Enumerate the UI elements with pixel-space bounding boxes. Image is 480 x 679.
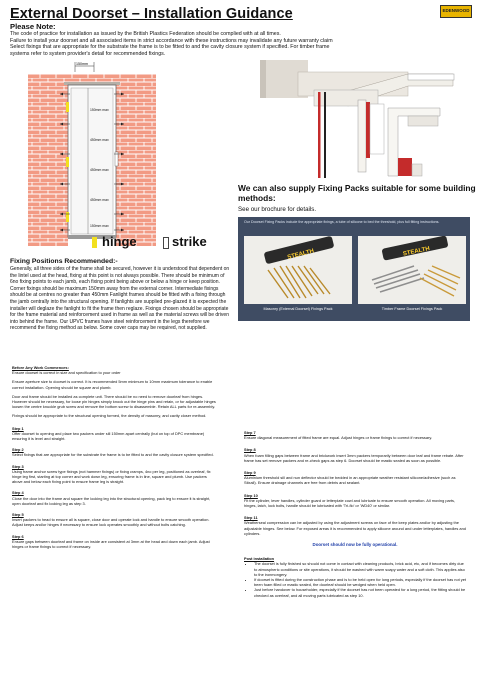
step-text: Ensure doorset is correct in size and specification to your order bbox=[12, 370, 121, 376]
packs-subheading: See our brochure for details. bbox=[238, 206, 317, 213]
right-steps-column bbox=[244, 430, 466, 598]
note-line: The code of practice for installation as issued by the British Plastics Federation should be complied with at all times. bbox=[10, 31, 281, 37]
step-heading: Step 9 bbox=[244, 470, 256, 476]
step-heading: Step 2 bbox=[12, 447, 24, 453]
step-heading: Step 3 bbox=[12, 463, 24, 469]
step-text: When foam filling gaps between frame and brickwork insert 3mm packers temporarily between door leaf and frame rebate. After frame has set remove packers and re-check gaps as step 6. Doorset should be mastic sealed as soon as possible. bbox=[244, 452, 464, 463]
dim-label: 450mm max bbox=[90, 168, 109, 172]
list-item: • Just before handover to householder, especially if the doorset has not been operated for a long period, the fitting should be checked as overleaf, and all moving parts lubricated as step 10. bbox=[254, 587, 466, 597]
step-heading: Step 11 bbox=[244, 515, 258, 521]
hinge-legend-swatch bbox=[92, 237, 97, 248]
brickwork-fixing-diagram bbox=[28, 62, 156, 246]
dim-label: 150mm max bbox=[90, 108, 109, 112]
list-item: • The doorset is fully finished so should not come in contact with cleaning products, brick acid, etc, and if becomes dirty due to atmospheric conditions or site operations, it should be washed with warm soapy water and a soft cloth. This applies also to the ironmongery. bbox=[254, 561, 466, 577]
step-text: Ensure aperture size to doorset is correct. It is recommended 5mm minimum to 10mm maximum tolerance to enable correct installation. Opening should be square and plumb. bbox=[12, 379, 213, 390]
step-heading: Step 6 bbox=[12, 533, 24, 539]
list-item: • If doorset is fitted during the construction phase and is to be held open for long periods, especially if the doorset has not yet been foam filled or mastic sealed, the doorleaf should be wedged when held open. bbox=[254, 577, 466, 587]
dim-label: 150mm max bbox=[90, 224, 109, 228]
brand-logo: EDENWOOD bbox=[440, 5, 472, 18]
masonry-pack-caption: Masonry (External Doorset) Fixings Pack bbox=[263, 307, 333, 311]
strike-label: strike bbox=[172, 234, 207, 249]
packs-heading: We can also supply Fixing Packs suitable for some building methods: bbox=[238, 183, 476, 203]
note-text bbox=[10, 31, 470, 57]
step-heading: Step 8 bbox=[244, 447, 256, 453]
brand-label: STEALTH bbox=[286, 248, 315, 261]
dim-label: 450mm max bbox=[90, 198, 109, 202]
step-text: Ensure gaps between doorleaf and frame on inside are consistent at 3mm at the head and down each jamb. Adjust hinges or frame fixings to correct if necessary. bbox=[12, 538, 210, 550]
step-heading: Step 4 bbox=[12, 490, 24, 496]
step-heading: Step 7 bbox=[244, 430, 256, 435]
timber-pack-image bbox=[358, 236, 466, 304]
frame-cross-section-diagram bbox=[258, 60, 470, 182]
step-heading: Step 5 bbox=[12, 512, 24, 518]
step-text: Select fixings that are appropriate for the substrate the frame is to be fitted to and the cavity closure system specified. bbox=[12, 452, 214, 458]
note-line: systems refer to system provider's detail for recommended fixings. bbox=[10, 50, 166, 57]
note-line: Failure to install your doorset and all associated items in strict accordance with these instructions may invalidate any future warranty claim bbox=[10, 37, 333, 44]
step-text: Ensure diagonal measurement of fitted frame are equal. Adjust hinges or frame fixings to correct if necessary. bbox=[244, 435, 433, 441]
step-text: Using frame anchor screw type fixings (not hammer fixings) or fixing cramps, 4no per leg, positioned as overleaf, fix hinge leg first, starting at top corner and work down leg, ensuring frame is in line, square and plumb. Use packers above and below each fixing point to ensure frame leg is straight. bbox=[12, 468, 211, 485]
step-text: Offer doorset to opening and place two packers under sill 150mm apart centrally (but on top of DPC membrane) ensuring it is level and straight. bbox=[12, 430, 205, 442]
note-heading: Please Note: bbox=[10, 22, 56, 31]
fixing-text: Generally, all three sides of the frame shall be secured, however it is understood that dependent on the lintel used at the head, fixing at this point is not always possible. There should be minimum of 6no fixing points to each jamb, each fixing point being above or below a hinge or keep position. Corner fixings should be maximum 150mm away from the external corner. Intermediate fixings should be at centres no greater than 450mm Fanlight frames should be fitted with a fixing through the jamb centrally into the structural opening. If fanlights are supplied pre-glazed it is expected the installer will deglaze the fanlight to fit the frame then reglaze. Fixings chosen should be appropriate for the frame material and reinforcement used in frame as well as the material screws will be driven into behind the frame. Our UPVC frames have steel reinforcement in the legs therefore we recommend the fixing method as below. Some cover caps may be required, not supplied. bbox=[10, 266, 230, 332]
left-steps-column bbox=[12, 365, 217, 549]
fixing-heading: Fixing Positions Recommended:- bbox=[10, 258, 118, 265]
brand-label: STEALTH bbox=[402, 246, 431, 258]
post-installation-list bbox=[244, 561, 466, 597]
note-line: Select fixings that are appropriate for the substrate the frame is to be fitted to and the cavity closure system if specified. For timber frame bbox=[10, 44, 330, 51]
timber-pack-caption: Timber Frame Doorset Fixings Pack bbox=[381, 307, 443, 311]
strike-legend-swatch bbox=[163, 237, 169, 249]
post-installation-heading: Post installation bbox=[244, 556, 275, 562]
step-text: Fixings should be appropriate to the structural opening formed, the density of masonry, and cavity closer method. bbox=[12, 413, 207, 419]
step-text: Close the door into the frame and square the locking leg into the structural opening, pack leg to ensure it is straight, open doorleaf and fix locking leg as step 3. bbox=[12, 495, 211, 506]
step-heading: Before Any Work Commences: bbox=[12, 365, 69, 370]
packs-panel-text: Our Doorset Fixing Packs include the appropriate fixings, a tube of silicone to bed the threshold, plus full fitting instructions. bbox=[244, 220, 440, 224]
step-text: Aluminium threshold sill and nun deflector should be bedded in an appropriate weather resistant silicone/adhesive (such as Stixall). Ensure drainage channels are free from debris and sealant. bbox=[244, 475, 456, 486]
step-text: Door and frame should be installed as complete unit. There should be no need to remove doorleaf from hinges. However should be necessary, for loose pin hinges simply knock out the hinge pins and retain, or for adjustable hinges loosen the centre knuckle grub screw and remove the bottom screw to disassemble. Retain ALL parts for re-assembly. bbox=[12, 393, 216, 410]
step-heading: Step 10 bbox=[244, 492, 258, 498]
step-text: Insert packers to head to ensure all is square, close door and operate lock and handle to ensure smooth operation. Adjust keeps and/or hinges if necessary to ensure lock operates smoothly and without bolts catching. bbox=[12, 517, 210, 528]
step-text: Weatherseal compression can be adjusted by using the adjustment screws on face of the keep plates and/or by adjusting the adjustable hinges. See below. For exposed areas it is recommended to apply silicone around and under letterplates, handles and cylinders. bbox=[244, 520, 466, 536]
dim-top: 150mm bbox=[76, 62, 88, 66]
masonry-pack-image bbox=[244, 236, 352, 304]
operational-note: Doorset should now be fully operational. bbox=[312, 542, 398, 548]
page-title: External Doorset – Installation Guidance bbox=[10, 6, 293, 22]
hinge-label: hinge bbox=[102, 234, 137, 249]
dim-label: 450mm max bbox=[90, 138, 109, 142]
step-text: Fit the cylinder, lever handles, cylinder guard or letterplate cowl and lubricate to ensure smooth operation. All moving parts, hinges, latch, lock bolts, handle should be lubricated with 'Tri-flo' or 'WD40' or similar. bbox=[244, 497, 456, 509]
step-heading: Step 1 bbox=[12, 425, 24, 431]
